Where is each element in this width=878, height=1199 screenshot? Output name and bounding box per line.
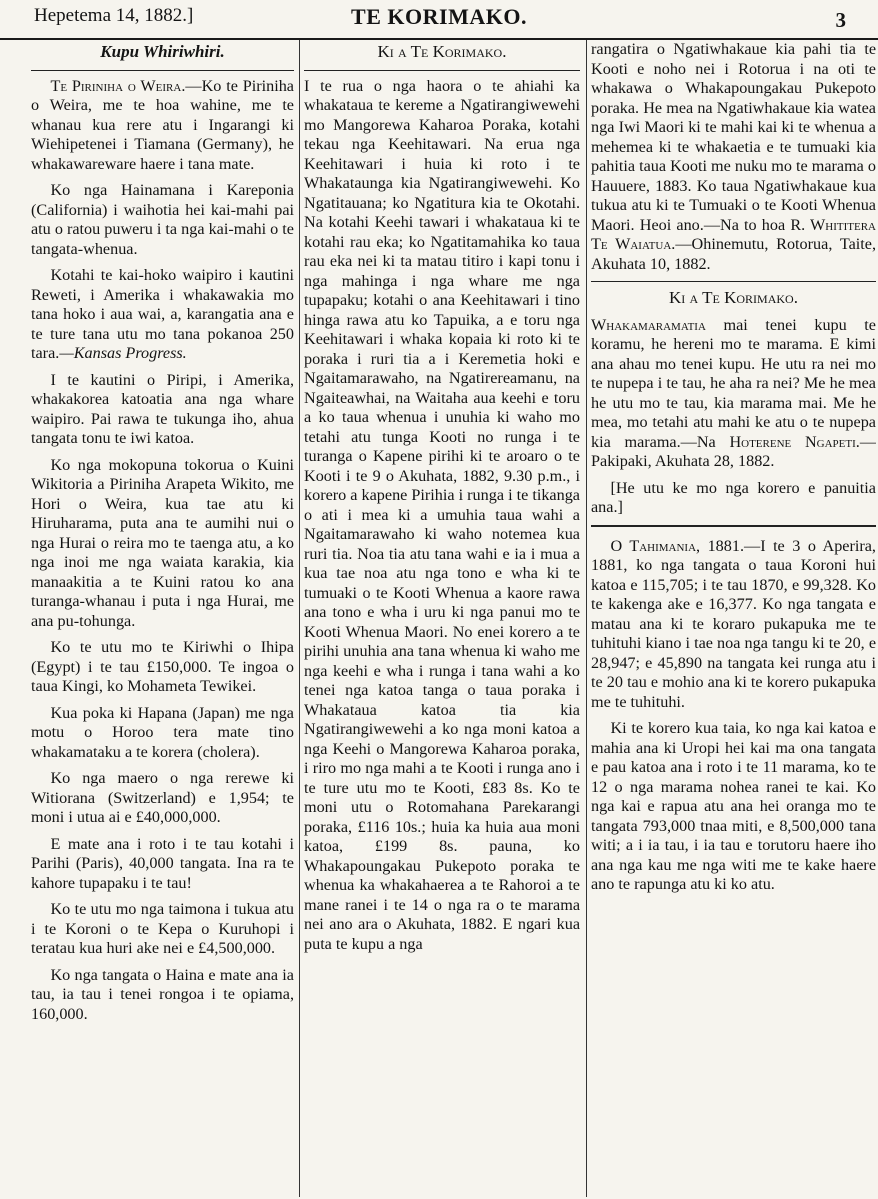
- column-3: [591, 40, 876, 1197]
- column-rule-2: [586, 40, 587, 1197]
- paragraph-lead: Te Piriniha o Weira.: [50, 76, 186, 95]
- column-rule-1: [299, 40, 300, 1197]
- signature-prefix: —Na to hoa: [703, 215, 791, 234]
- issue-date: Hepetema 14, 1882.]: [34, 5, 194, 26]
- paragraph-text: Ko te utu mo te Kiriwhi o Ihipa (Egypt) i te tau £150,000. Te ingoa o taua Kingi, ko Mohameta Tewikei.: [31, 638, 294, 695]
- column-2: [304, 40, 580, 1197]
- letter-paragraph-continued: [591, 40, 876, 274]
- paragraph-text: Kotahi te kai-hoko waipiro i kautini Reweti, i Amerika i whakawakia mo tana hoko i aua wai, a, karangatia ana e te ture tana utu mo tana pokanoa 250 tara.: [31, 266, 294, 362]
- page-number: 3: [835, 8, 846, 32]
- paragraph-text: I te rua o nga haora o te ahiahi ka whakataua te kereme a Ngatirangiwewehi mo Mangorewa Kaharoa Poraka, kotahi tekau nga Keehitawari. Na erua nga Keehitawari i huia ki roto i te Whakataunga kia Ngatirangiwewehi. Ko Ngatitauana; ko Ngatitura kia te Okotahi. Na kotahi Keehi tawari i whakataua ki te kotahi rau eka; ko Ngatitamahika ko taua rau eka nei ki ta matau titiro i kapi tonu i nga mahinga i nga whare me nga tupapaku; kotahi o ana Keehitawari i tino hinga rawa atu ko Tapuika, a e toru nga Keehitawari i whaka kopaia ki roto ki te poraka i ruri tia a i Keremetia hoki e Ngaitamarawaho, na Ngatirereamanu, na Ngaiteawhai, na Waitaha aua keehi e toru a ko taua whenua i unuhia ki waho mo tetahi atu tunga Kooti no runga i te turanga o Kapene pirihi ki te aroaro o te Kooti i te 9 o Akuhata, 1882, 9.30 p.m., i korero a kapene Pirihia i runga i te tikanga o ati i mea ki a umuhia taua wahi a Ngaitamarawaho ki waho notemea kua ruri tia. Noa tia atu tana wahi e ia i mua a kua tae noa atu nga tono e wha ki te tumuaki o te Kooti Whenua a kaore rawa ana tono e wha i uru ki nga panui mo te Kooti Whenua Maori. No enei korero a te pirihi unuhia ana tana whenua ki waho me nga keehi e wha i runga i tana wahi a ko tenei nga katoa tanga o taua poraka i Whakataua katoa tia kia Ngatirangiwewehi a ko nga moni katoa a nga Keehi o Mangorewa Kaharoa poraka, i riro mo nga mahi a te Kooti i runga ano i te ture utu mo te Kooti, £83 8s. Ko te moni utu o Rotomahana Parekarangi poraka, £116 10s.; huia ka huia aua moni katoa, £199 8s. pauna, ko Whakapoungakau Pukepoto poraka te whenua ka whakahaerea a te Rahoroi a te mane ranei i te 14 o nga ra o te marama nei ano ara o Akuhata, 1882. E ngari kua puta te kupu a nga: [304, 76, 580, 953]
- signature-place: —Pakipaki, Akuhata 28, 1882.: [591, 432, 876, 470]
- newspaper-title: TE KORIMAKO.: [351, 4, 527, 29]
- article-paragraph: [591, 537, 876, 713]
- signature-name: R. Whititera Te Waiatua.: [591, 215, 876, 253]
- paragraph-text: Ko te utu mo nga taimona i tukua atu i te Koroni o te Kepa o Kuruhopi i teratau kua huri ake nei e £4,500,000.: [31, 900, 294, 957]
- heading-rule: [304, 70, 580, 71]
- heading-rule: [31, 70, 294, 71]
- article-paragraph: [31, 769, 294, 828]
- paragraph-text: —I te 3 o Aperira, 1881, ko nga tangata o taua Koroni hui katoa e 115,705; i te tau 1870, e 99,328. Ko te kakenga ake e 16,377. Ko nga tangata e matau ana ki te koraro pukapuka me te tuhituhi kiano i tae noa nga tangu ki te 20, e 28,947; e 45,890 na tangata kei runga atu i te 20 tau e mohio ana ki te korero pukapuka me te tuhituhi.: [591, 536, 876, 711]
- article-paragraph: [31, 77, 294, 175]
- section-heading-ki-a-te-korimako: [304, 42, 580, 62]
- article-paragraph: [31, 456, 294, 632]
- page-header: [0, 0, 878, 40]
- heading-text: Ki a Te Korimako.: [377, 42, 507, 61]
- paragraph-text: Kua poka ki Hapana (Japan) me nga motu o Horoo tera mate tino whakamataku a te korera (cholera).: [31, 703, 294, 761]
- article-paragraph: [31, 266, 294, 364]
- paragraph-text: Ko nga tangata o Haina e mate ana ia tau, ia tau i tenei rongoa i te opiama, 160,000.: [31, 965, 294, 1023]
- section-heading-kupu-whiriwhiri: Kupu Whiriwhiri.: [100, 42, 225, 61]
- paragraph-text: Ki te korero kua taia, ko nga kai katoa e mahia ana ki Uropi hei kai ma ona tangata e pau katoa ana i roto i te 11 marama, ko te 12 o nga marama nohea ranei te kai. Ko nga kai e rapua atu ana hei oranga mo te tangata 793,000 tnaa miti, e 8,500,000 tana witi; a i ia tau, i ia tau e torutoru haere iho ana nga kau me nga witi me te kake haere ano te rapunga atu ki ko atu.: [591, 719, 876, 893]
- column-1: [31, 40, 294, 1197]
- article-paragraph: [31, 371, 294, 449]
- heading-text: Ki a Te Korimako.: [669, 288, 798, 307]
- signature-name: Hoterene Ngapeti.: [729, 432, 860, 451]
- letter-paragraph: [304, 77, 580, 955]
- paragraph-text: I te kautini o Piripi, i Amerika, whakakorea katoatia ana nga whare waipiro. Pai rawa te tukunga iho, ahua tangata tonu te iwi katoa.: [31, 370, 294, 447]
- paragraph-text: Ko nga Hainamana i Kareponia (California) i waihotia hei kai-mahi pai atu o ratou puweru i ta nga kai-mahi o te tangata-whenua.: [31, 181, 294, 258]
- article-paragraph: [31, 900, 294, 959]
- article-paragraph: [31, 966, 294, 1025]
- paragraph-source: —Kansas Progress.: [59, 344, 187, 362]
- article-paragraph: [31, 704, 294, 763]
- article-paragraph: [31, 181, 294, 259]
- letter-paragraph: [591, 316, 876, 472]
- paragraph-text: rangatira o Ngatiwhakaue kia pahi tia te Kooti e noho nei i Rotorua i na oti te whakawa o Whakapoungakau Pukepoto poraka. He mea na Ngatiwhakaue kia watea nga Iwi Maori ki te mahi kai ki te whenua a mehemea ki te whakaetia e te tumuaki kia pahitia taua Kooti me nuku mo te marama o Hauuere, 1883. Ko taua Ngatiwhakaue kua tukua atu ki te Tumuaki o te Kooti Whenua Maori. Heoi ano.: [591, 40, 876, 234]
- article-paragraph: [31, 638, 294, 697]
- editor-note: [He utu ke mo nga korero e panuitia ana.]: [591, 478, 876, 516]
- paragraph-text: Ko nga maero o nga rerewe ki Witiorana (Switzerland) e 1,954; te moni i utua ai e £40,000,000.: [31, 769, 294, 826]
- section-rule-double: [591, 525, 876, 527]
- section-heading-ki-a-te-korimako-2: [591, 288, 876, 308]
- paragraph-text: mai tenei kupu te koramu, he hereni mo te marama. E kimi ana ahau mo tenei kupu. He utu ra nei mo te nupepa i te tau, he aha ra nei? Me he mea he utu mo te tau, kia marama mai. Me he mea, mo tetahi atu mahi ke atu o te nupepa kia marama.: [591, 315, 876, 451]
- signature-prefix: —Na: [680, 432, 730, 451]
- paragraph-text: E mate ana i roto i te tau kotahi i Parihi (Paris), 40,000 tangata. Ina ra te kahore tupapaku i te tau!: [31, 834, 294, 892]
- section-rule: [591, 281, 876, 282]
- paragraph-lead: Whakamaramatia: [591, 315, 706, 334]
- article-paragraph: [31, 835, 294, 894]
- paragraph-text: —Ko te Piriniha o Weira, me te hoa wahine, me te whanau kua rere atu i Ingarangi ki Wiehipetenei i Tiamana (Germany), he whakawareware haere i tana mate.: [31, 76, 294, 173]
- signature-place: —Ohinemutu, Rotorua, Taite, Akuhata 10, 1882.: [591, 235, 876, 273]
- article-paragraph: [591, 719, 876, 895]
- paragraph-lead: O Tahimania, 1881.: [610, 536, 744, 555]
- paragraph-text: Ko nga mokopuna tokorua o Kuini Wikitoria a Piriniha Arapeta Wikito, me Hori o Weira, kua tae atu ki Hiruharama, puta ana te aumihi nui o nga Hurai o reira mo te taenga atu, a ko nga inoi me nga waiata karakia, kia manaakitia a te Kuini ratou ko ana turanga-whanau i puta i nga Hurai, me ana pu-tohunga.: [31, 455, 294, 630]
